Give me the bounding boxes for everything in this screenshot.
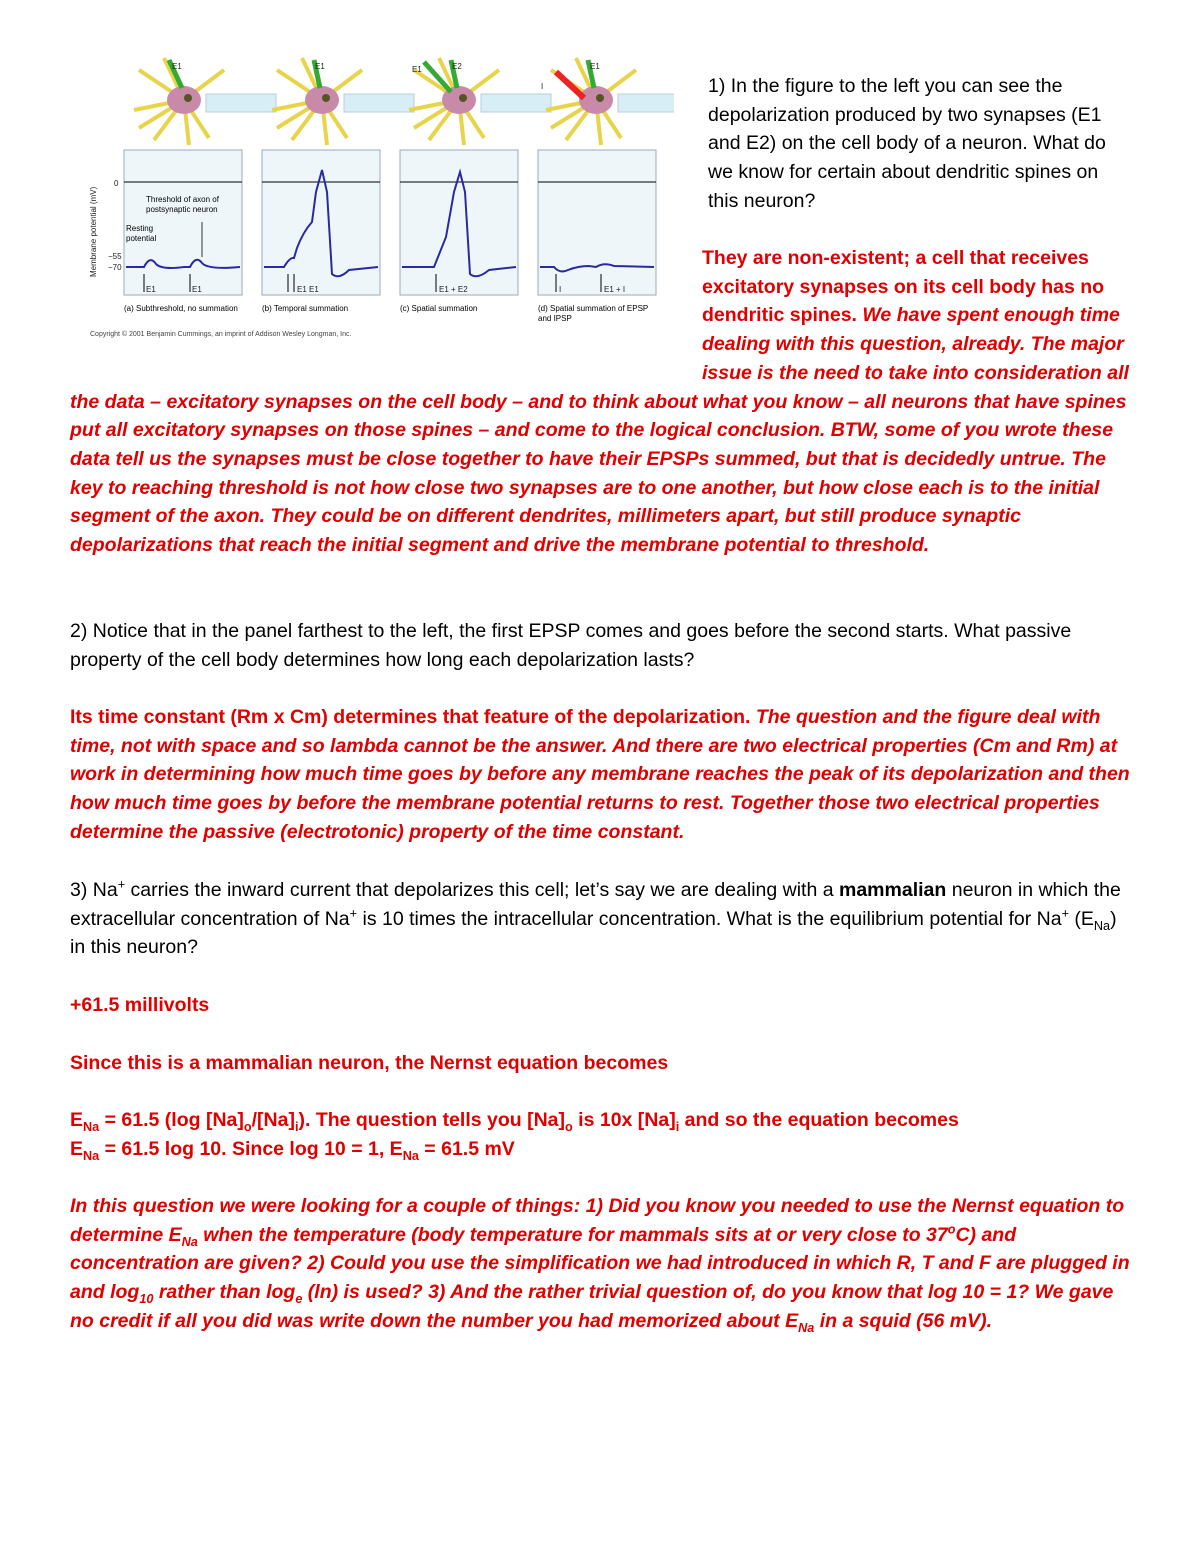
stim-d1: I	[559, 285, 562, 294]
eq1-a: = 61.5 (log [Na]	[99, 1109, 244, 1131]
q3c-sub-na2: Na	[798, 1320, 815, 1335]
stim-a2: E1	[192, 285, 202, 294]
neuron-label-e1-b: E1	[315, 62, 325, 71]
q3c-sub10: 10	[139, 1292, 154, 1306]
q3c-d: rather than log	[153, 1281, 296, 1304]
q2-question: 2) Notice that in the panel farthest to the left, the first EPSP comes and goes before the second starts. What passive property of the cell body determines how long each depolarization lasts?	[70, 620, 1072, 671]
eq1-sub-o: o	[243, 1119, 252, 1134]
caption-b: (b) Temporal summation	[262, 304, 349, 313]
neuron-label-e1-a: E1	[172, 62, 182, 71]
eq1-sub-i: i	[294, 1119, 299, 1134]
eq1-c: ). The question tells you [Na]	[298, 1109, 566, 1131]
eq1-b: /[Na]	[251, 1109, 295, 1131]
eq1-sub-i2: i	[675, 1119, 680, 1134]
figure-spacer	[70, 244, 702, 384]
q1-answer: They are non-existent; a cell that receives excitatory synapses on its cell body has no dendritic spines.	[702, 247, 1105, 327]
q3-sub-na: Na	[1093, 918, 1111, 933]
tick-70: −70	[108, 263, 122, 272]
y-axis-label: Membrane potential (mV)	[89, 186, 98, 277]
q3c-deg: o	[947, 1222, 956, 1237]
neuron-label-e2-c: E1	[412, 65, 422, 74]
q2-comment: The question and the figure deal with time, not with space and so lambda cannot be the answer. And there are two electrical properties (Cm and Rm) at work in determining how much time goes by before any membrane reaches the peak of its depolarization and then how much time goes by before the membrane potential returns to rest. Together those two electrical properties determine the passive (electrotonic) property of the time constant.	[70, 706, 1130, 843]
q3c-sube: e	[295, 1292, 303, 1306]
q3-answer: +61.5 millivolts	[70, 994, 210, 1016]
q3-text-e: (E	[1068, 907, 1094, 930]
neuron-d	[546, 58, 674, 145]
eq1-e: E	[70, 1109, 84, 1131]
stim-b: E1 E1	[297, 285, 319, 294]
q3-plus-1: +	[117, 877, 126, 892]
q3-plus-3: +	[1061, 906, 1069, 921]
neuron-a	[134, 58, 276, 145]
q3-question	[70, 876, 1135, 962]
eq1-sub-o2: o	[565, 1119, 573, 1134]
q3c-a: In this question we were looking for a couple of things: 1) Did you know you needed to use the Nernst equation to determine E	[70, 1195, 1125, 1246]
q3c-e: (ln) is used? 3) And the rather trivial question of, do you know that log 10 = 1? We gave no credit if all you did was write down the number you had memorized about E	[70, 1281, 1114, 1332]
eq2-sub-na: Na	[83, 1148, 100, 1163]
q3c-f: in a squid (56 mV).	[814, 1309, 992, 1332]
eq2-b: = 61.5 mV	[418, 1138, 515, 1160]
q3-text-a: 3) Na	[70, 879, 118, 901]
eq2-sub-na2: Na	[402, 1148, 419, 1163]
eq2-a: = 61.5 log 10. Since log 10 = 1, E	[99, 1138, 403, 1160]
eq2-e: E	[70, 1138, 84, 1160]
neuron-label-e1-d: E1	[590, 62, 600, 71]
tick-0: 0	[114, 179, 119, 188]
caption-d: (d) Spatial summation of EPSP and IPSP	[538, 304, 649, 323]
q3-text-f: ) in this neuron?	[70, 907, 1117, 959]
neuron-c	[409, 58, 551, 145]
eq1-e-text: and so the equation becomes	[679, 1109, 959, 1131]
stim-d2: E1 + I	[604, 285, 626, 294]
stim-a1: E1	[146, 285, 156, 294]
q1-answer-block	[70, 244, 1135, 560]
q3-text-d: is 10 times the intracellular concentration. What is the equilibrium potential for Na	[357, 907, 1062, 930]
q3c-sub-na: Na	[181, 1234, 198, 1249]
eq1-sub-na: Na	[83, 1119, 100, 1134]
neuron-illustrations	[134, 58, 674, 145]
q3-equation-2	[70, 1135, 1135, 1164]
eq1-d: is 10x [Na]	[572, 1109, 676, 1131]
q2-answer-block	[70, 703, 1135, 847]
q1-comment: We have spent enough time dealing with this question, already. The major issue is the need to take into consideration all the data – excitatory synapses on the cell body – and to think about what you know – all neurons that have spines put all excitatory synapses on those spines – and come to the logical conclusion. BTW, some of you wrote these data tell us the synapses must be close together to have their EPSPs summed, but that is decidedly untrue. The key to reaching threshold is not how close two synapses are to one another, but how close each is to the initial segment of the axon. They could be on different dendrites, millimeters apart, but still produce synaptic depolarizations that reach the initial segment and drive the membrane potential to threshold.	[70, 304, 1129, 557]
neuron-label-i-d: I	[541, 82, 544, 91]
caption-c: (c) Spatial summation	[400, 304, 478, 313]
q3-bold: mammalian	[839, 879, 947, 901]
neuron-b	[272, 58, 414, 145]
q3c-b: when the temperature (body temperature for mammals sits at or very close to 37	[197, 1223, 948, 1246]
q3-equation-1	[70, 1106, 1135, 1135]
tick-55: −55	[108, 252, 122, 261]
caption-a: (a) Subthreshold, no summation	[124, 304, 238, 313]
q3-text-b: carries the inward current that depolarizes this cell; let’s say we are dealing with a	[125, 879, 839, 901]
neuron-label-e1-c: E2	[452, 62, 462, 71]
q1-question: 1) In the figure to the left you can see the depolarization produced by two synapses (E1 and E2) on the cell body of a neuron. What do we know for certain about dendritic spines on this neuron?	[708, 75, 1106, 212]
q2-answer: Its time constant (Rm x Cm) determines that feature of the depolarization.	[70, 706, 751, 728]
copyright: Copyright © 2001 Benjamin Cummings, an imprint of Addison Wesley Longman, Inc.	[90, 331, 352, 338]
threshold-label: Threshold of axon of postsynaptic neuron	[146, 195, 219, 214]
q3-nernst-intro: Since this is a mammalian neuron, the Nernst equation becomes	[70, 1052, 669, 1074]
q3c-c: C) and concentration are given? 2) Could you use the simplification we had introduced in which R, T and F are plugged in and log	[70, 1223, 1130, 1304]
q3-comment	[70, 1192, 1135, 1336]
resting-label: Resting potential	[126, 224, 157, 243]
q3-plus-2: +	[349, 906, 358, 921]
q3-text-c: neuron in which the extracellular concentration of Na	[70, 879, 1121, 930]
stim-c: E1 + E2	[439, 285, 468, 294]
